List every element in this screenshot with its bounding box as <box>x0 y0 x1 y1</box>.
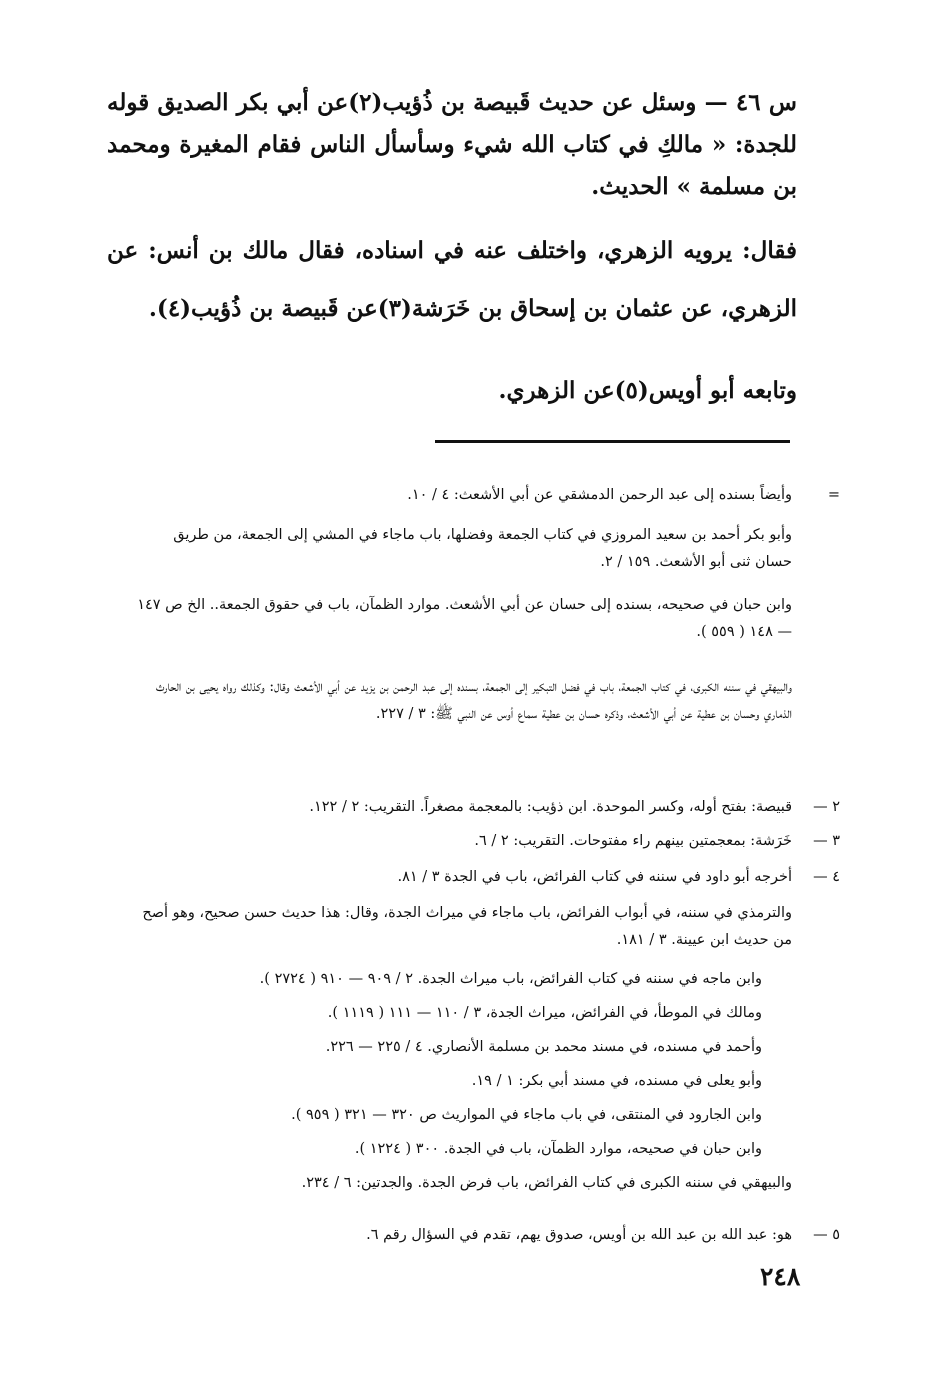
footnote-4-line <box>132 1102 792 1129</box>
footnote-line: وابن الجارود في المنتقى، في باب ماجاء في المواريث ص ٣٢٠ — ٣٢١ ( ٩٥٩ ). <box>291 1107 762 1123</box>
follow-paragraph <box>107 370 797 412</box>
footnote-text: أخرجه أبو داود في سننه في كتاب الفرائض، باب في الجدة ٣ / ٨١. <box>397 869 792 885</box>
footnote-line: وأبو بكر أحمد بن سعيد المروزي في كتاب الجمعة وفضلها، باب ماجاء في المشي إلى الجمعة، من طريق حسان ثنى أبو الأشعث. ١٥٩ / ٢. <box>173 527 792 570</box>
footnote-continuation <box>132 522 792 576</box>
footnote-line: وأحمد في مسنده، في مسند محمد بن مسلمة الأنصاري. ٤ / ٢٢٥ — ٢٢٦. <box>325 1039 762 1055</box>
footnote-continuation <box>132 482 840 509</box>
footnote-line: وأيضاً بسنده إلى عبد الرحمن الدمشقي عن أبي الأشعث: ٤ / ١٠. <box>407 487 792 503</box>
footnote-4-line <box>132 1136 792 1163</box>
question-text: س ٤٦ — وسئل عن حديث قَبيصة بن ذُؤيب(٢)عن أبي بكر الصديق قوله للجدة: « مالكِ في كتاب الله شيء وسأسأل الناس فقام المغيرة ومحمد بن مسلمة » الحديث. <box>107 89 797 200</box>
footnote-4-line <box>132 1068 792 1095</box>
footnote-line: وابن حبان في صحيحه، بسنده إلى حسان عن أبي الأشعث. موارد الظمآن، باب في حقوق الجمعة.. الخ ص ١٤٧ — ١٤٨ ( ٥٥٩ ). <box>137 597 792 640</box>
footnote-divider <box>435 440 790 443</box>
continuation-marker: = <box>827 487 840 503</box>
footnote-continuation <box>132 674 792 728</box>
footnote-number: ٤ — <box>813 869 840 885</box>
footnote-number: ٣ — <box>813 833 840 849</box>
footnote-4-line <box>132 1000 792 1027</box>
answer-text: فقال: يرويه الزهري، واختلف عنه في اسناده، فقال مالك بن أنس: عن الزهري، عن عثمان بن إسحاق بن خَرَشة(٣)عن قَبيصة بن ذُؤيب(٤). <box>107 237 797 322</box>
answer-paragraph <box>107 222 797 338</box>
footnote-number: ٥ — <box>813 1227 840 1243</box>
follow-text: وتابعه أبو أويس(٥)عن الزهري. <box>498 377 797 404</box>
footnote-text: خَرَشة: بمعجمتين بينهم راء مفتوحات. التقريب: ٢ / ٦. <box>474 833 792 849</box>
page-number: ٢٤٨ <box>760 1262 801 1291</box>
footnote-text: قبيصة: بفتح أوله، وكسر الموحدة. ابن ذؤيب: بالمعجمة مصغراً. التقريب: ٢ / ١٢٢. <box>309 799 792 815</box>
footnote-3 <box>132 828 840 855</box>
footnote-4-line <box>132 1034 792 1061</box>
footnote-line: وابن ماجه في سننه في كتاب الفرائض، باب ميراث الجدة. ٢ / ٩٠٩ — ٩١٠ ( ٢٧٢٤ ). <box>259 971 762 987</box>
footnote-line: والبيهقي في سننه الكبرى، في كتاب الجمعة، باب في فضل التبكير إلى الجمعة، بسنده إلى عبد الرحمن بن يزيد عن أبي الأشعث وقال: وكذلك رواه يحيى بن الحارث الذماري وحسان بن عطية عن أبي الأشعث، وذكره حسان بن عطية سماع أوس عن النبي ﷺ: ٣ / ٢٢٧. <box>155 679 792 722</box>
footnote-4-line <box>132 1170 792 1197</box>
footnote-4 <box>132 864 840 891</box>
footnote-line: والبيهقي في سننه الكبرى في كتاب الفرائض، باب فرض الجدة. والجدتين: ٦ / ٢٣٤. <box>301 1175 792 1191</box>
question-paragraph <box>107 82 797 208</box>
footnote-line: وابن حبان في صحيحه، موارد الظمآن، باب في الجدة. ٣٠٠ ( ١٢٢٤ ). <box>354 1141 762 1157</box>
footnote-continuation <box>132 592 792 646</box>
footnote-line: وأبو يعلى في مسنده، في مسند أبي بكر: ١ / ١٩. <box>471 1073 762 1089</box>
footnote-5 <box>132 1222 840 1249</box>
footnote-2 <box>132 794 840 821</box>
footnote-line: والترمذي في سننه، في أبواب الفرائض، باب ماجاء في ميراث الجدة، وقال: هذا حديث حسن صحيح، وهو أصح من حديث ابن عيينة. ٣ / ١٨١. <box>142 905 792 948</box>
footnote-4-line <box>132 966 792 993</box>
footnote-number: ٢ — <box>813 799 840 815</box>
footnote-text: هو: عبد الله بن عبد الله بن أويس، صدوق يهم، تقدم في السؤال رقم ٦. <box>366 1227 792 1243</box>
footnote-4-line <box>132 900 792 954</box>
footnote-line: ومالك في الموطأ، في الفرائض، ميراث الجدة، ٣ / ١١٠ — ١١١ ( ١١١٩ ). <box>327 1005 762 1021</box>
